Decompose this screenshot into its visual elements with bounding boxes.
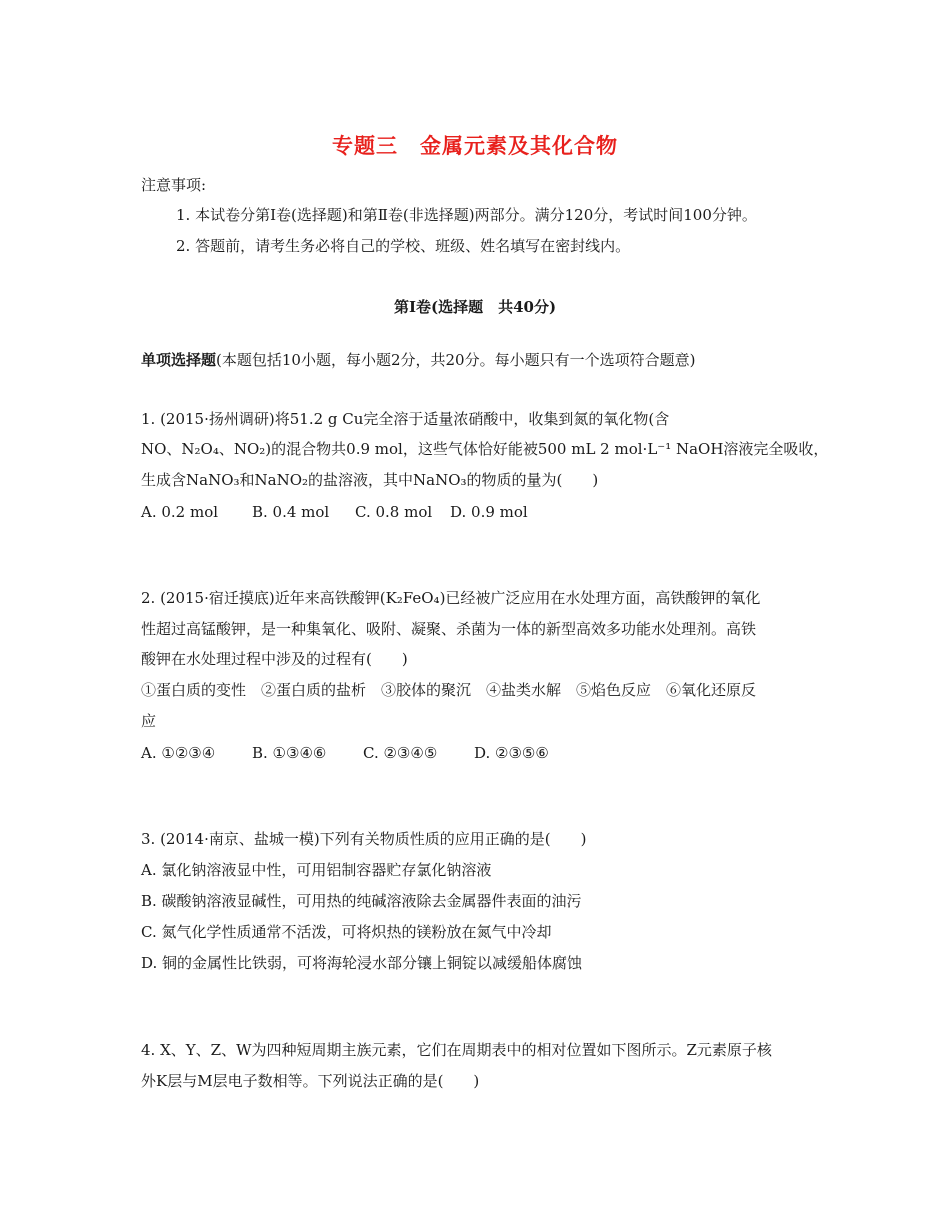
question-2-line: ①蛋白质的变性 ②蛋白质的盐析 ③胶体的聚沉 ④盐类水解 ⑤焰色反应 ⑥氧化还原反 — [141, 681, 757, 699]
option-b: B. 0.4 mol — [252, 503, 330, 521]
option-a: A. ①②③④ — [141, 744, 216, 762]
option-c: C. 0.8 mol — [355, 503, 433, 521]
question-1-line: 生成含NaNO₃和NaNO₂的盐溶液，其中NaNO₃的物质的量为( ) — [141, 471, 599, 489]
single-choice-header — [141, 350, 695, 370]
question-4-line: 外K层与M层电子数相等。下列说法正确的是( ) — [141, 1072, 480, 1090]
question-2-line: 应 — [141, 712, 157, 730]
notice-item: 1. 本试卷分第Ⅰ卷(选择题)和第Ⅱ卷(非选择题)两部分。满分120分，考试时间100分钟。 — [176, 206, 757, 224]
question-4-line: 4. X、Y、Z、W为四种短周期主族元素，它们在周期表中的相对位置如下图所示。Z元素原子核 — [141, 1041, 772, 1059]
notice-heading: 注意事项: — [141, 176, 207, 194]
question-2-line: 性超过高锰酸钾，是一种集氧化、吸附、凝聚、杀菌为一体的新型高效多功能水处理剂。高铁 — [141, 620, 757, 638]
question-2-options — [141, 743, 549, 763]
question-3-choice: B. 碳酸钠溶液显碱性，可用热的纯碱溶液除去金属器件表面的油污 — [141, 892, 582, 910]
question-3-choice: D. 铜的金属性比铁弱，可将海轮浸水部分镶上铜锭以减缓船体腐蚀 — [141, 954, 583, 972]
single-choice-instructions: (本题包括10小题，每小题2分，共20分。每小题只有一个选项符合题意) — [216, 351, 696, 369]
doc-title: 专题三 金属元素及其化合物 — [332, 133, 618, 158]
option-b: B. ①③④⑥ — [252, 744, 327, 762]
question-2-line: 2. (2015·宿迁摸底)近年来高铁酸钾(K₂FeO₄)已经被广泛应用在水处理方面，高铁酸钾的氧化 — [141, 589, 761, 607]
option-a: A. 0.2 mol — [141, 503, 219, 521]
question-3-choice: C. 氮气化学性质通常不活泼，可将炽热的镁粉放在氮气中冷却 — [141, 923, 552, 941]
question-3-line: 3. (2014·南京、盐城一模)下列有关物质性质的应用正确的是( ) — [141, 830, 587, 848]
single-choice-label: 单项选择题 — [141, 351, 217, 369]
notice-item: 2. 答题前，请考生务必将自己的学校、班级、姓名填写在密封线内。 — [176, 237, 631, 255]
question-1-options — [141, 502, 528, 522]
question-3-choice: A. 氯化钠溶液显中性，可用铝制容器贮存氯化钠溶液 — [141, 861, 492, 879]
option-d: D. 0.9 mol — [450, 503, 528, 521]
question-2-line: 酸钾在水处理过程中涉及的过程有( ) — [141, 650, 408, 668]
question-1-line: 1. (2015·扬州调研)将51.2 g Cu完全溶于适量浓硝酸中，收集到氮的氧化物(含 — [141, 410, 670, 428]
question-1-line: NO、N₂O₄、NO₂)的混合物共0.9 mol，这些气体恰好能被500 mL 2 mol·L⁻¹ NaOH溶液完全吸收， — [141, 440, 829, 458]
option-c: C. ②③④⑤ — [363, 744, 438, 762]
option-d: D. ②③⑤⑥ — [474, 744, 549, 762]
section-title: 第Ⅰ卷(选择题 共40分) — [393, 298, 557, 316]
